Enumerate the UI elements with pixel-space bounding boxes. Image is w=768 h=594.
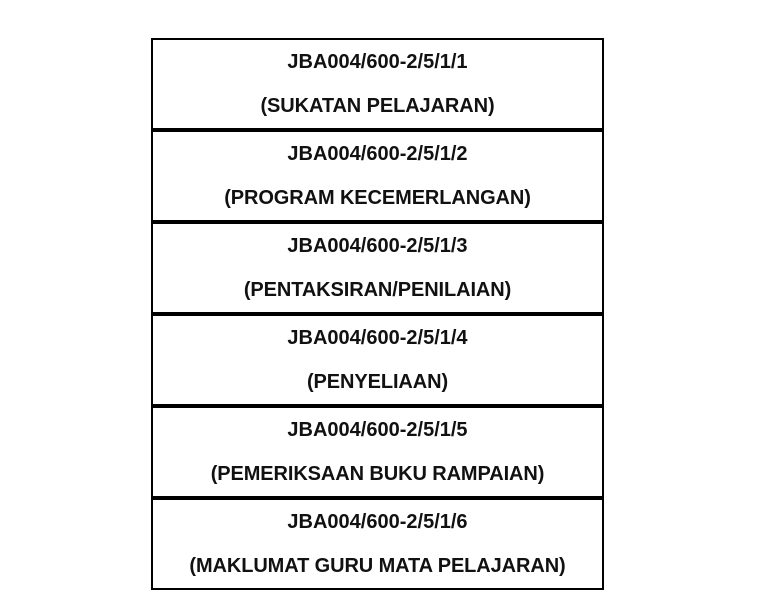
- label-row: [153, 312, 602, 404]
- file-title: (PEMERIKSAAN BUKU RAMPAIAN): [210, 463, 545, 485]
- label-row: [153, 38, 602, 128]
- file-code: JBA004/600-2/5/1/4: [287, 327, 468, 349]
- file-label-table: [151, 38, 604, 590]
- label-row: [153, 496, 602, 590]
- label-row: [153, 220, 602, 312]
- label-row: [153, 404, 602, 496]
- file-title: (PENTAKSIRAN/PENILAIAN): [243, 279, 512, 301]
- file-title: (MAKLUMAT GURU MATA PELAJARAN): [189, 555, 566, 577]
- file-code: JBA004/600-2/5/1/3: [287, 235, 468, 257]
- file-code: JBA004/600-2/5/1/5: [287, 419, 468, 441]
- file-title: (SUKATAN PELAJARAN): [260, 95, 495, 117]
- file-title: (PROGRAM KECEMERLANGAN): [224, 187, 531, 209]
- file-code: JBA004/600-2/5/1/2: [287, 143, 468, 165]
- label-row: [153, 128, 602, 220]
- file-code: JBA004/600-2/5/1/6: [287, 511, 468, 533]
- file-code: JBA004/600-2/5/1/1: [287, 51, 468, 73]
- file-title: (PENYELIAAN): [306, 371, 449, 393]
